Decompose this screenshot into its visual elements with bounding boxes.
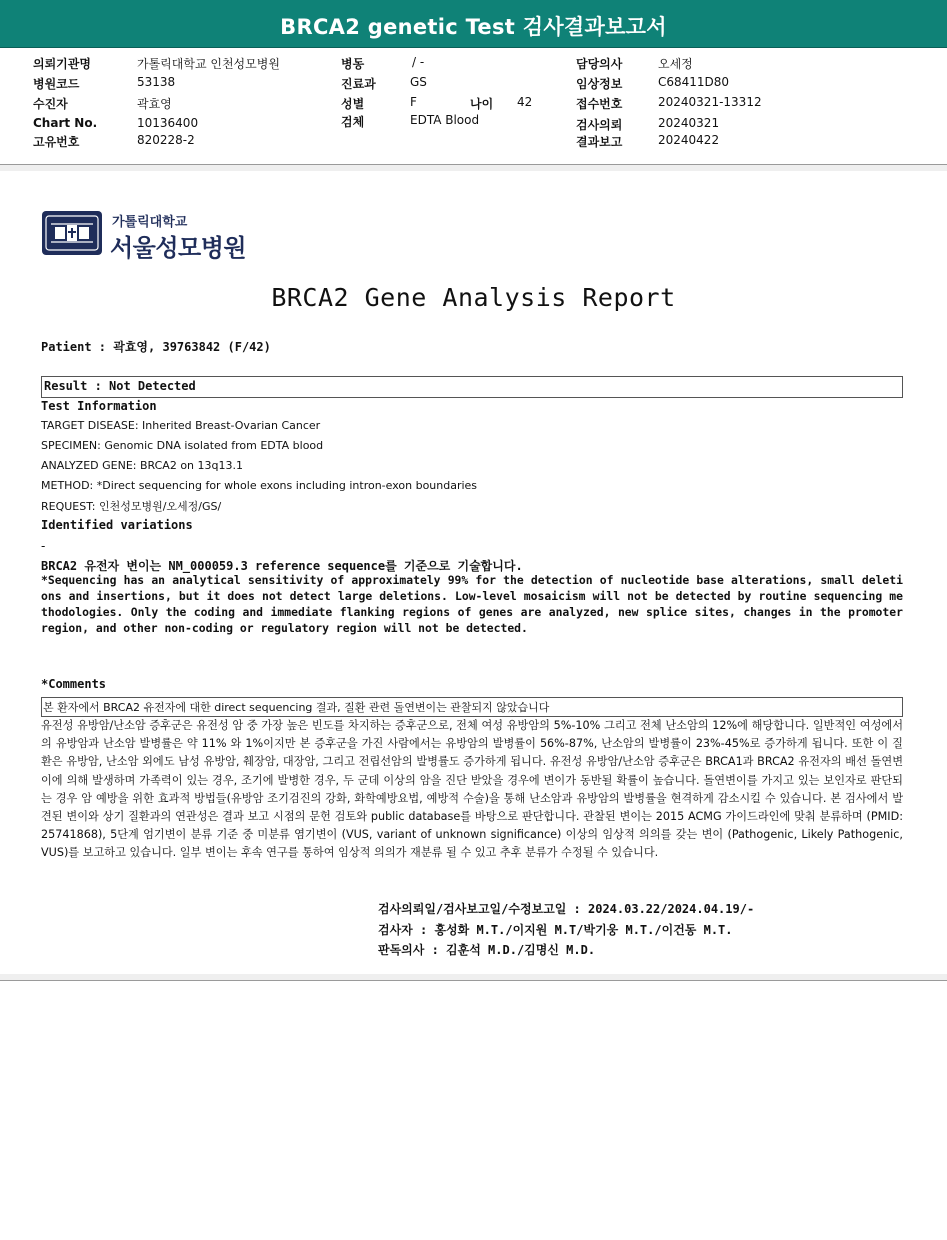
test-info-line: ANALYZED GENE: BRCA2 on 13q13.1 [41, 459, 243, 472]
identified-variations-value: - [41, 539, 46, 553]
info-value: 가톨릭대학교 인천성모병원 [137, 57, 280, 71]
info-label: 검사의뢰 [576, 118, 623, 132]
info-label: 결과보고 [576, 135, 623, 149]
report-header-title: BRCA2 genetic Test 검사결과보고서 [280, 15, 667, 39]
info-label: 병동 [341, 57, 365, 71]
info-label: 병원코드 [33, 77, 80, 91]
comment-body: 유전성 유방암/난소암 증후군은 유전성 암 중 가장 높은 빈도를 차지하는 증후군으로, 전체 여성 유방암의 5%-10% 그리고 전체 난소암의 12%에 해당합니다. 일반적인 여성에서의 유방암과 난소암 발병률은 약 11% 와 1%이지만 본 증후군을 가진 사람에서는 유방암의 발병률이 56%-87%, 난소암의 발병률이 23%-45%로 증가하게 됩니다. 또한 이 질환은 유방암, 난소암 외에도 남성 유방암, 췌장암, 대장암, 그리고 전립선암의 발병률도 증가하게 됩니다. 유전성 유방암/난소암 증후군은 BRCA1과 BRCA2 유전자의 배선 돌연변이에 의해 발생하며 가족력이 있는 경우, 조기에 발병한 경우, 두 군데 이상의 암을 진단 받았을 경우에 변이가 동반될 확률이 높습니다. 돌연변이를 가지고 있는 보인자로 판단되는 경우 암 예방을 위한 효과적 방법들(유방암 조기검진의 강화, 화학예방요법, 예방적 수술)을 통해 난소암과 유방암의 발병률을 현격하게 감소시킬 수 있습니다. 본 검사에서 발견된 변이와 상기 질환과의 연관성은 결과 보고 시점의 문헌 검토와 public database를 바탕으로 판단합니다. 관찰된 변이는 2015 ACMG 가이드라인에 맞춰 분류하며 (PMID: 25741868), 5단계 엄기변이 분류 기준 중 미분류 염기변이 (VUS, variant of unknown significance) 이상의 임상적 의의를 갖는 변이 (Pathogenic, Likely Pathogenic, VUS)를 보고하고 있습니다. 일부 변이는 후속 연구를 통하여 임상적 의의가 재분류 될 수 있고 추후 분류가 수정될 수 있습니다. [41, 719, 903, 860]
info-label: 검체 [341, 115, 365, 129]
info-value: F [410, 95, 417, 109]
test-info-heading: Test Information [41, 399, 157, 413]
comment-summary: 본 환자에서 BRCA2 유전자에 대한 direct sequencing 결과, 질환 관련 돌연변이는 관찰되지 않았습니다 [43, 701, 550, 714]
info-value: 10136400 [137, 116, 199, 130]
info-label: 담당의사 [576, 57, 623, 71]
info-value: 20240422 [658, 133, 720, 147]
info-value: 820228-2 [137, 133, 195, 147]
age-value: 42 [517, 95, 533, 109]
info-label: 임상정보 [576, 77, 623, 91]
divider-shade [0, 165, 947, 171]
result-box [41, 376, 903, 398]
info-label: 접수번호 [576, 97, 623, 111]
patient-line: Patient : 곽효영, 39763842 (F/42) [41, 340, 271, 354]
test-info-line: SPECIMEN: Genomic DNA isolated from EDTA blood [41, 439, 324, 452]
test-info-line: TARGET DISEASE: Inherited Breast-Ovarian Cancer [41, 419, 321, 432]
report-title: BRCA2 Gene Analysis Report [271, 283, 676, 312]
info-value: / - [412, 55, 425, 69]
info-label: 진료과 [341, 77, 376, 91]
test-info-line: METHOD: *Direct sequencing for whole exons including intron-exon boundaries [41, 479, 478, 492]
logo-hospital-name: 서울성모병원 [110, 234, 247, 262]
age-label: 나이 [470, 97, 494, 111]
identified-variations-heading: Identified variations [41, 518, 193, 532]
result-text: Result : Not Detected [44, 379, 196, 393]
footer-divider [0, 980, 947, 981]
info-value: EDTA Blood [410, 113, 480, 127]
report-header-bar [0, 0, 947, 48]
hospital-logo-emblem [41, 210, 103, 260]
logo-subtitle: 가톨릭대학교 [112, 215, 188, 230]
info-value: 53138 [137, 75, 176, 89]
info-value: 20240321-13312 [658, 95, 762, 109]
info-value: GS [410, 75, 427, 89]
comment-summary-box [41, 697, 903, 717]
info-label: 수진자 [33, 97, 68, 111]
signature-dates: 검사의뢰일/검사보고일/수정보고일 : 2024.03.22/2024.04.19/- [378, 902, 755, 916]
signature-physicians: 판독의사 : 김훈석 M.D./김명신 M.D. [378, 943, 596, 957]
comments-heading: *Comments [41, 677, 107, 691]
sequencing-disclaimer: *Sequencing has an analytical sensitivity of approximately 99% for the detection of nucleotide base alterations, small deletions and insertions, but it does not detect large deletions. Low-level mosaicism will not be detected by routine sequencing methodologies. Only the coding and immediate flanking regions of genes are analyzed, new splice sites, changes in the promoter region, and other non-coding or regulatory region will not be detected. [41, 573, 903, 635]
info-label: 고유번호 [33, 135, 80, 149]
info-label: Chart No. [33, 116, 98, 130]
info-value: 20240321 [658, 116, 720, 130]
info-value: 곽효영 [137, 97, 172, 111]
info-label: 성별 [341, 97, 365, 111]
reference-sequence-line: BRCA2 유전자 변이는 NM_000059.3 reference sequence를 기준으로 기술합니다. [41, 559, 523, 573]
info-value: C68411D80 [658, 75, 730, 89]
info-label: 의뢰기관명 [33, 57, 91, 71]
signature-technicians: 검사자 : 홍성화 M.T./이지원 M.T/박기웅 M.T./이건동 M.T. [378, 923, 733, 937]
info-value: 오세정 [658, 57, 693, 71]
test-info-line: REQUEST: 인천성모병원/오세정/GS/ [41, 500, 222, 513]
